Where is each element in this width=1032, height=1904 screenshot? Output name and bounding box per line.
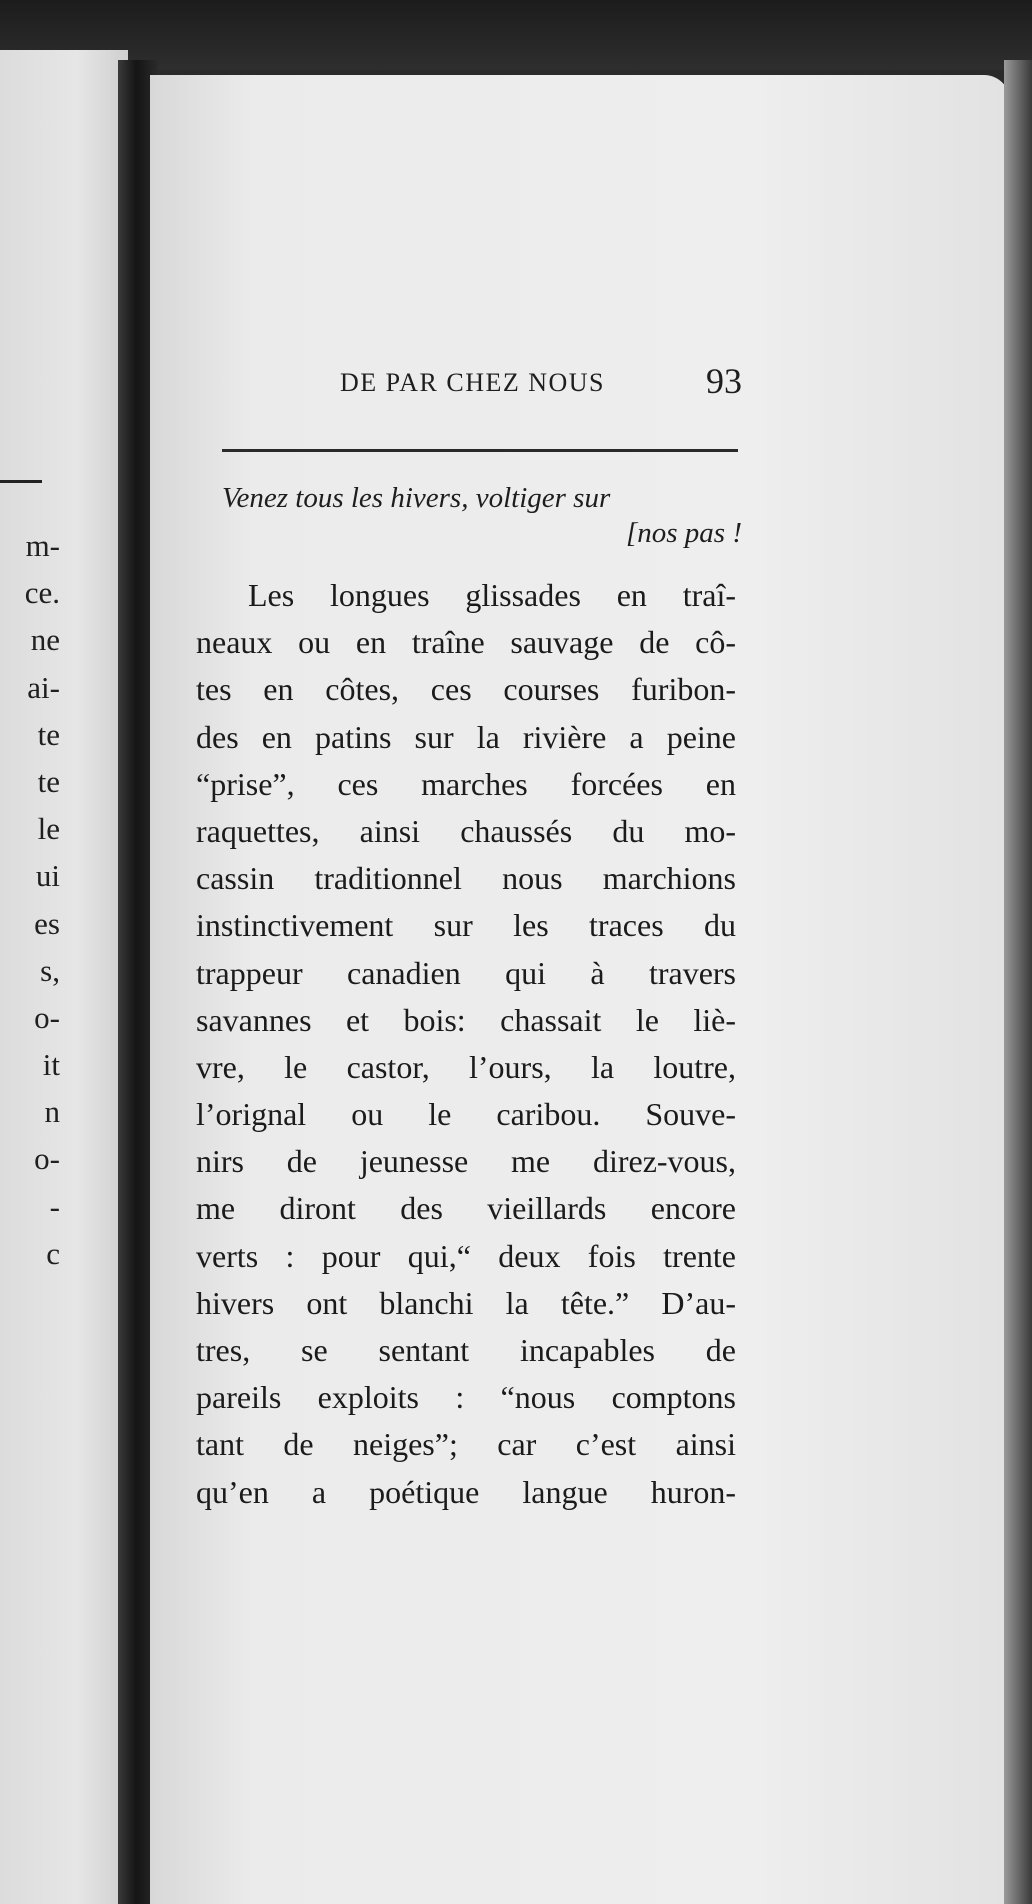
text-line: des en patins sur la rivière a peine (196, 718, 736, 755)
text-line: l’orignal ou le caribou. Souve- (196, 1096, 736, 1133)
text-line: “prise”, ces marches forcées en (196, 765, 736, 802)
text-line: verts : pour qui,“ deux fois trente (196, 1237, 736, 1274)
text-line: me diront des vieillards encore (196, 1190, 736, 1227)
facing-fragment: c (46, 1235, 60, 1271)
text-line: qu’en a poétique langue huron- (196, 1473, 736, 1510)
text-line: vre, le castor, l’ours, la loutre, (196, 1048, 736, 1085)
text-line: raquettes, ainsi chaussés du mo- (196, 812, 736, 849)
epigraph (222, 482, 742, 550)
facing-fragment: s, (40, 952, 60, 988)
facing-fragment: ne (30, 622, 60, 658)
facing-fragment: o- (34, 999, 60, 1035)
facing-page-text (0, 522, 60, 1277)
facing-page (0, 50, 128, 1904)
facing-fragment: ui (35, 858, 60, 894)
facing-fragment: n (44, 1094, 60, 1130)
text-line: cassin traditionnel nous marchions (196, 860, 736, 897)
text-line: hivers ont blanchi la tête.” D’au- (196, 1284, 736, 1321)
facing-fragment: le (37, 811, 60, 847)
facing-fragment: - (49, 1188, 60, 1224)
epigraph-line: Venez tous les hivers, voltiger sur (222, 482, 611, 514)
header-rule (222, 449, 738, 452)
text-line: pareils exploits : “nous comptons (196, 1379, 736, 1416)
epigraph-line: [nos pas ! (625, 517, 742, 549)
text-line: neaux ou en traîne sauvage de cô- (196, 624, 736, 661)
text-line: nirs de jeunesse me direz-vous, (196, 1143, 736, 1180)
facing-fragment: te (37, 716, 60, 752)
book-cover-edge (1004, 60, 1032, 1904)
facing-fragment: ce. (24, 575, 60, 611)
text-line: tres, se sentant incapables de (196, 1332, 736, 1368)
text-line: instinctivement sur les traces du (196, 907, 736, 944)
facing-fragment: it (42, 1047, 60, 1083)
body-paragraph (196, 572, 736, 1516)
text-line: Les longues glissades en traî- (248, 577, 736, 613)
running-head-title: DE PAR CHEZ NOUS (340, 368, 606, 397)
text-line: tant de neiges”; car c’est ainsi (196, 1426, 736, 1463)
facing-fragment: ai- (27, 669, 60, 705)
text-line: savannes et bois: chassait le liè- (196, 1001, 736, 1038)
facing-fragment: es (34, 905, 60, 941)
facing-fragment: m- (25, 528, 60, 563)
text-line: tes en côtes, ces courses furibon- (196, 671, 736, 708)
facing-fragment: te (37, 763, 60, 799)
text-line: trappeur canadien qui à travers (196, 954, 736, 991)
page-number: 93 (706, 361, 742, 401)
facing-page-rule (0, 480, 42, 483)
facing-fragment: o- (34, 1141, 60, 1177)
